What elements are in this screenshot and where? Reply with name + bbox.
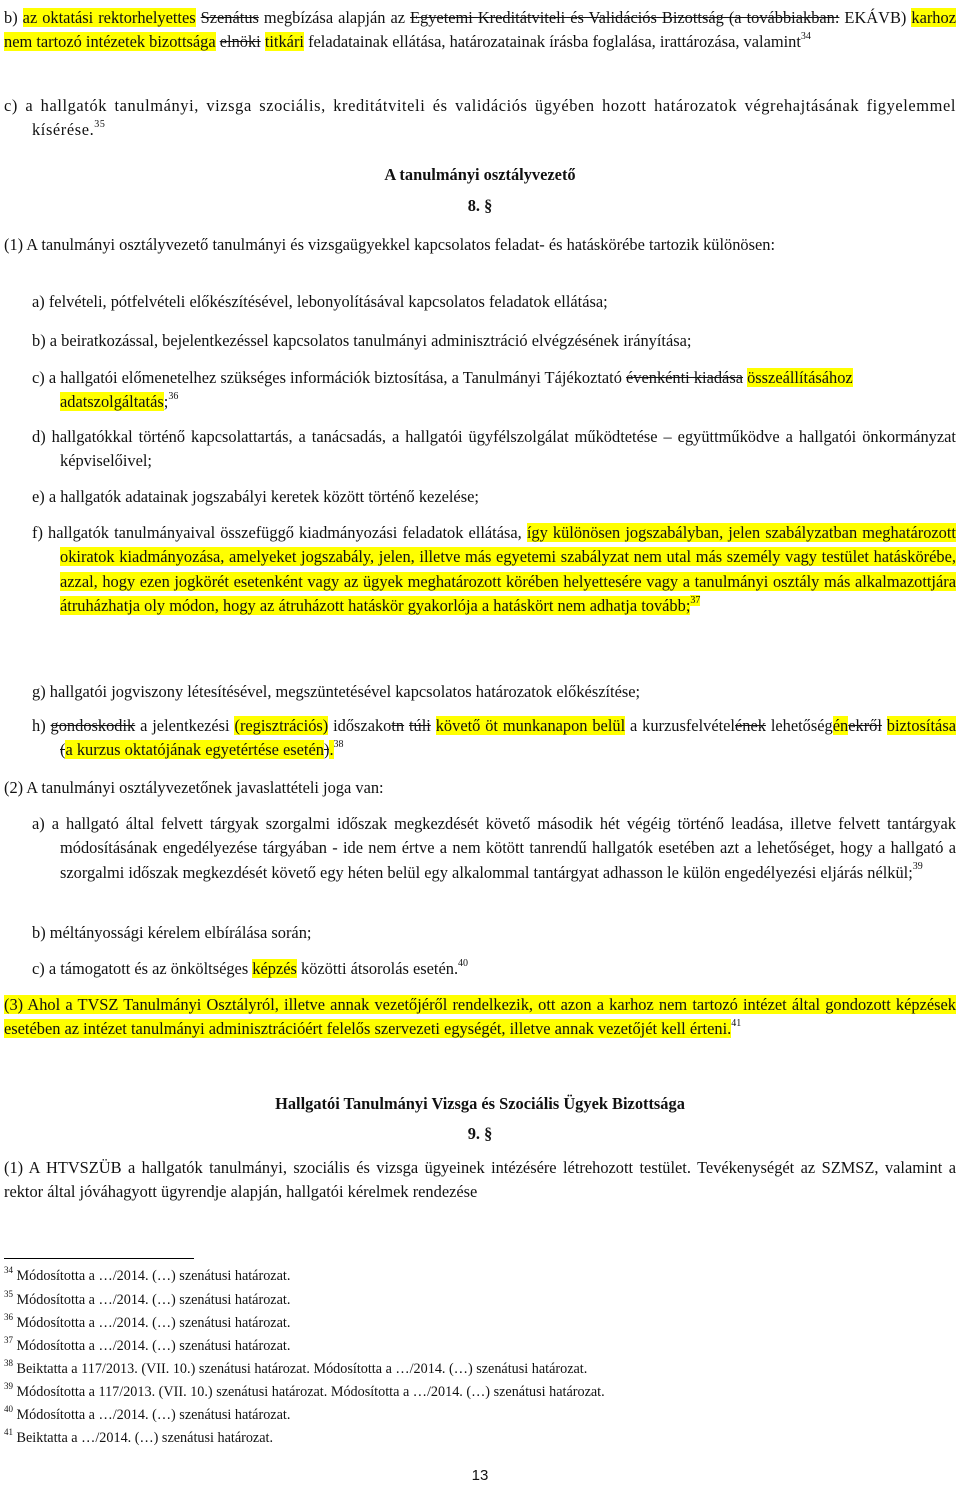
deleted-text: évenkénti kiadása — [626, 368, 743, 387]
footnote — [4, 1291, 956, 1309]
footnote-number: 38 — [4, 1358, 13, 1369]
highlighted-text: (regisztrációs) — [234, 716, 329, 735]
paragraph-8-1: (1) A tanulmányi osztályvezető tanulmányi és vizsgaügyekkel kapcsolatos feladat- és hatáskörébe tartozik különösen: — [4, 235, 776, 254]
footnote-text: Módosította a …/2014. (…) szenátusi határozat. — [13, 1407, 291, 1423]
footnote-number: 37 — [4, 1335, 13, 1346]
section-heading: A tanulmányi osztályvezető — [384, 165, 576, 184]
footnote-number: 41 — [4, 1427, 13, 1438]
highlighted-text: biztosítása — [886, 716, 956, 735]
highlighted-text: így különösen jogszabályban, jelen szabályzatban meghatározott okiratok kiadmányozása, amelyeket jogszabály, jelen, illetve más egyetemi szabályzat nem utal más személy vagy testület hatáskörébe, azzal, hogy ezen jogkörét esetenként vagy az ügyek meghatározott körében helyettesére vagy a tanulmányi osztály más alkalmazottjára átruházhatja oly módon, hogy az átruházott hatáskör gyakorlója a hatáskört nem adhatja tovább; — [60, 523, 956, 616]
footnote-number: 35 — [4, 1289, 13, 1300]
deleted-text: gondoskodik — [50, 716, 136, 735]
highlighted-text: karhoz nem tartozó intézetek bizottsága — [4, 8, 956, 52]
section-heading: Hallgatói Tanulmányi Vizsga és Szociális Ügyek Bizottsága — [275, 1094, 685, 1113]
footnote-ref: 34 — [800, 30, 811, 42]
footnote-number: 39 — [4, 1381, 13, 1392]
deleted-text: túli — [409, 716, 431, 735]
highlighted-text: titkári — [264, 32, 304, 52]
footnote-text: Beiktatta a 117/2013. (VII. 10.) szenátusi határozat. Módosította a …/2014. (…) szenátusi határozat. — [13, 1361, 588, 1377]
deleted-text: tn — [391, 716, 405, 735]
deleted-text: ének — [735, 716, 766, 735]
text-run: időszako — [328, 716, 392, 735]
list-item-d: d) hallgatókkal történő kapcsolattartás, a tanácsadás, a hallgatói ügyfélszolgálat működtetése – együttműködve a hallgatói önkormányzat képviselőivel; — [32, 427, 956, 471]
highlighted-text: követő öt munkanapon belül — [435, 716, 626, 735]
footnote-text: Módosította a 117/2013. (VII. 10.) szenátusi határozat. Módosította a …/2014. (…) szenátusi határozat. — [13, 1384, 605, 1400]
footnote-number: 40 — [4, 1404, 13, 1415]
footnote — [4, 1406, 956, 1424]
footnote-ref: 36 — [168, 390, 179, 402]
footnote-text: Módosította a …/2014. (…) szenátusi határozat. — [13, 1315, 291, 1331]
paragraph-c — [4, 94, 956, 143]
footnote-text: Módosította a …/2014. (…) szenátusi határozat. — [13, 1268, 291, 1284]
footnote-text: Módosította a …/2014. (…) szenátusi határozat. — [13, 1338, 291, 1354]
section-number: 9. § — [467, 1124, 493, 1143]
footnote-ref: 35 — [94, 118, 106, 130]
list-item-g: g) hallgatói jogviszony létesítésével, megszüntetésével kapcsolatos határozatok előkészítése; — [32, 682, 641, 701]
deleted-text: ekről — [848, 716, 882, 735]
footnote-ref: 39 — [912, 861, 923, 873]
highlighted-text: a kurzus oktatójának egyetértése esetén — [65, 740, 324, 760]
list-item-f — [32, 521, 956, 619]
footnote-number: 36 — [4, 1312, 13, 1323]
paragraph-8-3 — [4, 993, 956, 1042]
paragraph-b — [4, 6, 956, 55]
list-item-b: b) a beiratkozással, bejelentkezéssel kapcsolatos tanulmányi adminisztráció elvégzésének irányítása; — [32, 331, 692, 350]
highlighted-text: . — [329, 740, 334, 760]
footnote — [4, 1267, 956, 1285]
highlighted-text: (3) Ahol a TVSZ Tanulmányi Osztályról, illetve annak vezetőjéről rendelkezik, ott azon a karhoz nem tartozó intézet által gondozott képzések esetében az intézet tanulmányi adminisztrációért felelős szervezeti egységét, illetve annak vezetőjét kell érteni. — [4, 995, 956, 1039]
text-run — [431, 716, 436, 735]
text-run: f) hallgatók tanulmányaival összefüggő kiadmányozási feladatok ellátása, — [32, 523, 527, 542]
footnote-text: Beiktatta a …/2014. (…) szenátusi határozat. — [13, 1430, 274, 1446]
text-run: b) — [4, 8, 23, 27]
text-run: c) a hallgatói előmenetelhez szükséges információk biztosítása, a Tanulmányi Tájékoztató — [32, 368, 627, 387]
list-item-2b: b) méltányossági kérelem elbírálása során; — [32, 923, 312, 942]
list-item-2c — [32, 957, 956, 981]
footnote — [4, 1383, 956, 1401]
deleted-text: elnöki — [219, 32, 261, 52]
text-run: c) a hallgatók tanulmányi, vizsga szociális, kreditátviteli és validációs ügyében hozott határozatok végrehajtásának figyelemmel kísérése. — [4, 96, 956, 140]
text-run: c) a támogatott és az önköltséges — [32, 959, 253, 978]
highlighted-text: én — [832, 716, 849, 735]
list-item-2a — [32, 812, 956, 885]
section-number: 8. § — [467, 196, 493, 215]
footnote-ref: 40 — [458, 957, 469, 969]
footnote-text: Módosította a …/2014. (…) szenátusi határozat. — [13, 1292, 291, 1308]
text-run: a jelentkezési — [135, 716, 235, 735]
footnote — [4, 1314, 956, 1332]
footnote — [4, 1337, 956, 1355]
highlighted-text: képzés — [252, 959, 297, 978]
list-item-h — [32, 714, 956, 763]
text-run: feladatainak ellátása, határozatainak írásba foglalása, irattározása, valamint — [303, 32, 801, 52]
text-run: a kurzusfelvétel — [625, 716, 735, 735]
footnote-number: 34 — [4, 1265, 13, 1276]
page-number: 13 — [471, 1467, 489, 1484]
footnote-ref: 38 — [333, 738, 344, 750]
list-item-a: a) felvételi, pótfelvételi előkészítésével, lebonyolításával kapcsolatos feladatok ellátása; — [32, 292, 608, 311]
deleted-text: ) — [323, 740, 330, 760]
highlighted-text: az oktatási rektorhelyettes — [22, 8, 196, 27]
footnote — [4, 1429, 956, 1447]
text-run: megbízása alapján az — [258, 8, 411, 27]
list-item-c — [32, 366, 956, 415]
footnote-separator — [4, 1258, 194, 1259]
paragraph-9-1: (1) A HTVSZÜB a hallgatók tanulmányi, szociális és vizsga ügyeinek intézésére létrehozott testület. Tevékenységét az SZMSZ, valamint a rektor által jóváhagyott ügyrendje alapján, hallgatói kérelmek rendezése — [4, 1158, 956, 1202]
footnote — [4, 1360, 956, 1378]
text-run: EKÁVB) — [839, 8, 907, 27]
paragraph-8-2: (2) A tanulmányi osztályvezetőnek javaslattételi joga van: — [4, 778, 384, 797]
footnote-ref: 41 — [731, 1017, 742, 1029]
text-run: közötti átsorolás esetén. — [296, 959, 459, 978]
list-item-e: e) a hallgatók adatainak jogszabályi keretek között történő kezelése; — [32, 487, 479, 506]
deleted-text: Egyetemi Kreditátviteli és Validációs Bizottság (a továbbiakban: — [410, 8, 840, 27]
text-run: lehetőség — [765, 716, 833, 735]
footnote-ref: 37 — [690, 594, 701, 606]
deleted-text: ( — [60, 740, 66, 760]
text-run: a) a hallgató által felvett tárgyak szorgalmi időszak megkezdését követő második hét végéig történő leadása, illetve felvett tantárgyak módosításának engedélyezése tárgyában - ide nem értve a nem kötött tanrendű hallgatók esetében azt a lehetőséget, hogy a hallgató a szorgalmi időszak megkezdését követő egy héten belül egy alkalommal tantárgyat adhasson le külön engedélyezési eljárás nélkül; — [32, 814, 956, 882]
text-run: ; — [163, 392, 169, 412]
text-run: h) — [32, 716, 51, 735]
deleted-text: Szenátus — [200, 8, 259, 27]
highlighted-text: összeállításához adatszolgáltatás — [60, 368, 853, 412]
